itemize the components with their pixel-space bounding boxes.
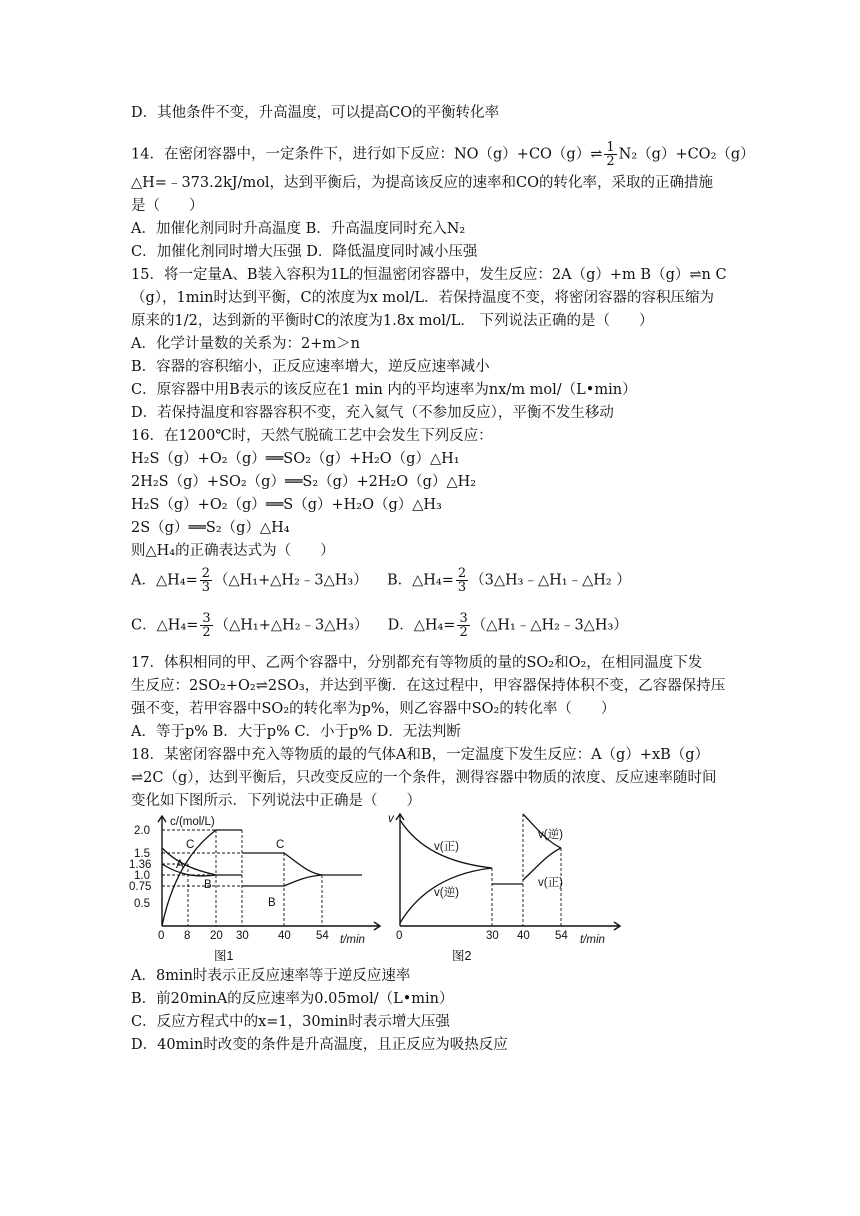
- q16-reaction-3: H₂S（g）+O₂（g）══S（g）+H₂O（g）△H₃: [131, 497, 442, 513]
- fig1-xtick-0: 0: [158, 930, 165, 942]
- q16-options-ab: [131, 567, 631, 594]
- q16-option-b-post: （3△H₃﹣△H₁﹣△H₂ ）: [470, 572, 631, 589]
- fig1-text: [129, 816, 365, 963]
- fig1-axes: [158, 816, 380, 930]
- q16-option-b-fraction: [456, 567, 468, 594]
- fig1-label-a: A: [176, 859, 184, 871]
- q17-options: A．等于p% B．大于p% C．小于p% D．无法判断: [131, 724, 461, 740]
- fig1-label-b-late: B: [268, 897, 276, 909]
- q18-stem-line-3: 变化如下图所示．下列说法中正确是（ ）: [131, 793, 421, 809]
- fig2-caption: 图2: [452, 949, 472, 963]
- q14-options-ab: A．加催化剂同时升高温度 B．升高温度同时充入N₂: [131, 221, 466, 237]
- fig1-ytick-2.0: 2.0: [134, 825, 150, 837]
- fig1-ytick-1.0: 1.0: [134, 870, 150, 882]
- q16-option-b-pre: B．△H₄=: [386, 572, 454, 589]
- fig2-text: [388, 813, 605, 963]
- q16-ask: 则△H₄的正确表达式为（ ）: [131, 543, 335, 559]
- q15-stem-line-3: 原来的1/2，达到新的平衡时C的浓度为1.8x mol/L． 下列说法正确的是（ ）: [131, 313, 654, 329]
- fig1-ytick-1.36: 1.36: [129, 859, 152, 871]
- q14-options-cd: C．加催化剂同时增大压强 D．降低温度同时减小压强: [131, 244, 478, 260]
- q16-reaction-4: 2S（g）══S₂（g）△H₄: [131, 520, 290, 536]
- q18-option-c: C．反应方程式中的x=1，30min时表示增大压强: [131, 1014, 450, 1030]
- fig2-xtick-0: 0: [396, 930, 403, 942]
- fig1-curve-b-late: [242, 875, 322, 886]
- q16-options-cd: [131, 612, 628, 639]
- q17-stem-line-1: 17．体积相同的甲、乙两个容器中，分别都充有等物质的量的SO₂和O₂，在相同温度下发: [131, 655, 703, 671]
- fig2-xtick-54: 54: [555, 930, 568, 942]
- q17-stem-line-2: 生反应：2SO₂+O₂⇌2SO₃，并达到平衡．在这过程中，甲容器保持体积不变，乙容器保持压: [131, 678, 726, 694]
- q16-option-d-num: 3: [459, 611, 468, 626]
- q16-option-b-den: 3: [457, 580, 467, 595]
- fig2-axes: [396, 814, 620, 930]
- q16-option-c-post: （△H₁+△H₂﹣3△H₃）: [214, 617, 369, 634]
- fig2-label-forward: v(正): [434, 841, 459, 853]
- fig1-curve-c: [162, 830, 242, 926]
- fig1-xtick-20: 20: [210, 930, 223, 942]
- q14-stem-line-2: △H=﹣373.2kJ/mol，达到平衡后，为提高该反应的速率和CO的转化率，采取的正确措施: [131, 175, 714, 191]
- fig1-caption: 图1: [214, 949, 234, 963]
- q16-option-d-post: （△H₁﹣△H₂﹣3△H₃）: [471, 617, 628, 634]
- q18-option-d: D．40min时改变的条件是升高温度，且正反应为吸热反应: [131, 1037, 508, 1053]
- fig1-curve-b: [162, 864, 216, 876]
- fig1-xtick-40: 40: [278, 930, 291, 942]
- q16-option-c-pre: C．△H₄=: [131, 617, 199, 634]
- q16-option-a-den: 3: [201, 580, 211, 595]
- figure-1-concentration-graph: [128, 808, 388, 964]
- fig1-ytick-0.5: 0.5: [134, 898, 150, 910]
- q18-stem-line-2: ⇌2C（g），达到平衡后，只改变反应的一个条件，测得容器中物质的浓度、反应速率随时间: [131, 770, 717, 786]
- fig1-ytick-1.5: 1.5: [134, 848, 150, 860]
- fig2-curve-forward-late: [523, 848, 561, 880]
- q15-option-c: C．原容器中用B表示的该反应在1 min 内的平均速率为nx/m mol/（L•min）: [131, 382, 637, 398]
- fig2-label-reverse: v(逆): [434, 887, 459, 899]
- q16-option-c-fraction: [200, 612, 212, 639]
- fig2-ylabel: v: [388, 813, 394, 825]
- q14-fraction-den: 2: [606, 154, 615, 169]
- q16-option-b-num: 2: [457, 566, 467, 581]
- q15-stem-line-2: （g），1min时达到平衡，C的浓度为x mol/L．若保持温度不变，将密闭容器的容积压缩为: [131, 290, 714, 306]
- q16-option-d-den: 2: [459, 625, 468, 640]
- fig2-xtick-30: 30: [486, 930, 499, 942]
- q16-stem: 16．在1200℃时，天然气脱硫工艺中会发生下列反应：: [131, 428, 493, 444]
- fig2-label-forward-late: v(正): [538, 877, 563, 889]
- q14-stem-line-3: 是（ ）: [131, 198, 204, 214]
- q13-option-d: D．其他条件不变，升高温度，可以提高CO的平衡转化率: [131, 105, 500, 121]
- q14-stem-line-1: [131, 141, 755, 168]
- q14-stem-text-b: N₂（g）+CO₂（g）: [618, 146, 755, 163]
- fig2-xlabel: t/min: [580, 934, 605, 946]
- q17-stem-line-3: 强不变，若甲容器中SO₂的转化率为p%，则乙容器中SO₂的转化率（ ）: [131, 701, 616, 717]
- fig1-label-c: C: [186, 839, 195, 851]
- q16-option-a-pre: A．△H₄=: [131, 572, 198, 589]
- fig1-xtick-54: 54: [316, 930, 329, 942]
- q18-stem-line-1: 18．某密闭容器中充入等物质的最的气体A和B，一定温度下发生反应：A（g）+xB（g）: [131, 747, 710, 763]
- q16-option-d-fraction: [457, 612, 469, 639]
- figure-2-rate-graph: [378, 808, 628, 964]
- fig1-label-c-late: C: [276, 839, 285, 851]
- q16-option-d-pre: D．△H₄=: [387, 617, 456, 634]
- q16-reaction-1: H₂S（g）+O₂（g）══SO₂（g）+H₂O（g）△H₁: [131, 451, 460, 467]
- q14-stem-text-a: 14．在密闭容器中，一定条件下，进行如下反应：NO（g）+CO（g）⇌: [131, 146, 603, 163]
- fig1-xlabel: t/min: [340, 934, 365, 946]
- q16-option-a-num: 2: [201, 566, 211, 581]
- q15-option-a: A．化学计量数的关系为：2+m＞n: [131, 336, 360, 352]
- q14-fraction: [604, 141, 616, 168]
- fig1-xtick-8: 8: [184, 930, 191, 942]
- q15-option-d: D．若保持温度和容器容积不变，充入氦气（不参加反应），平衡不发生移动: [131, 405, 614, 421]
- fig1-ylabel: c/(mol/L): [170, 816, 215, 828]
- q16-option-c-num: 3: [202, 611, 211, 626]
- fig1-label-b: B: [204, 879, 212, 891]
- fig1-xtick-30: 30: [236, 930, 249, 942]
- fig1-curve-c-late: [242, 853, 362, 875]
- fig2-curves: [400, 814, 561, 923]
- q16-option-a-fraction: [200, 567, 212, 594]
- fig1-ytick-0.75: 0.75: [129, 881, 152, 893]
- q14-fraction-num: 1: [606, 140, 615, 155]
- q18-option-b: B．前20minA的反应速率为0.05mol/（L•min）: [131, 991, 454, 1007]
- q15-option-b: B．容器的容积缩小，正反应速率增大，逆反应速率减小: [131, 359, 490, 375]
- fig2-label-reverse-late: v(逆): [538, 829, 563, 841]
- q16-option-c-den: 2: [202, 625, 211, 640]
- fig2-xtick-40: 40: [517, 930, 530, 942]
- q16-option-a-post: （△H₁+△H₂﹣3△H₃）: [214, 572, 368, 589]
- q15-stem-line-1: 15．将一定量A、B装入容积为1L的恒温密闭容器中，发生反应：2A（g）+m B（g）⇌n C: [131, 267, 727, 283]
- q18-option-a: A．8min时表示正反应速率等于逆反应速率: [131, 968, 411, 984]
- q16-reaction-2: 2H₂S（g）+SO₂（g）══S₂（g）+2H₂O（g）△H₂: [131, 474, 477, 490]
